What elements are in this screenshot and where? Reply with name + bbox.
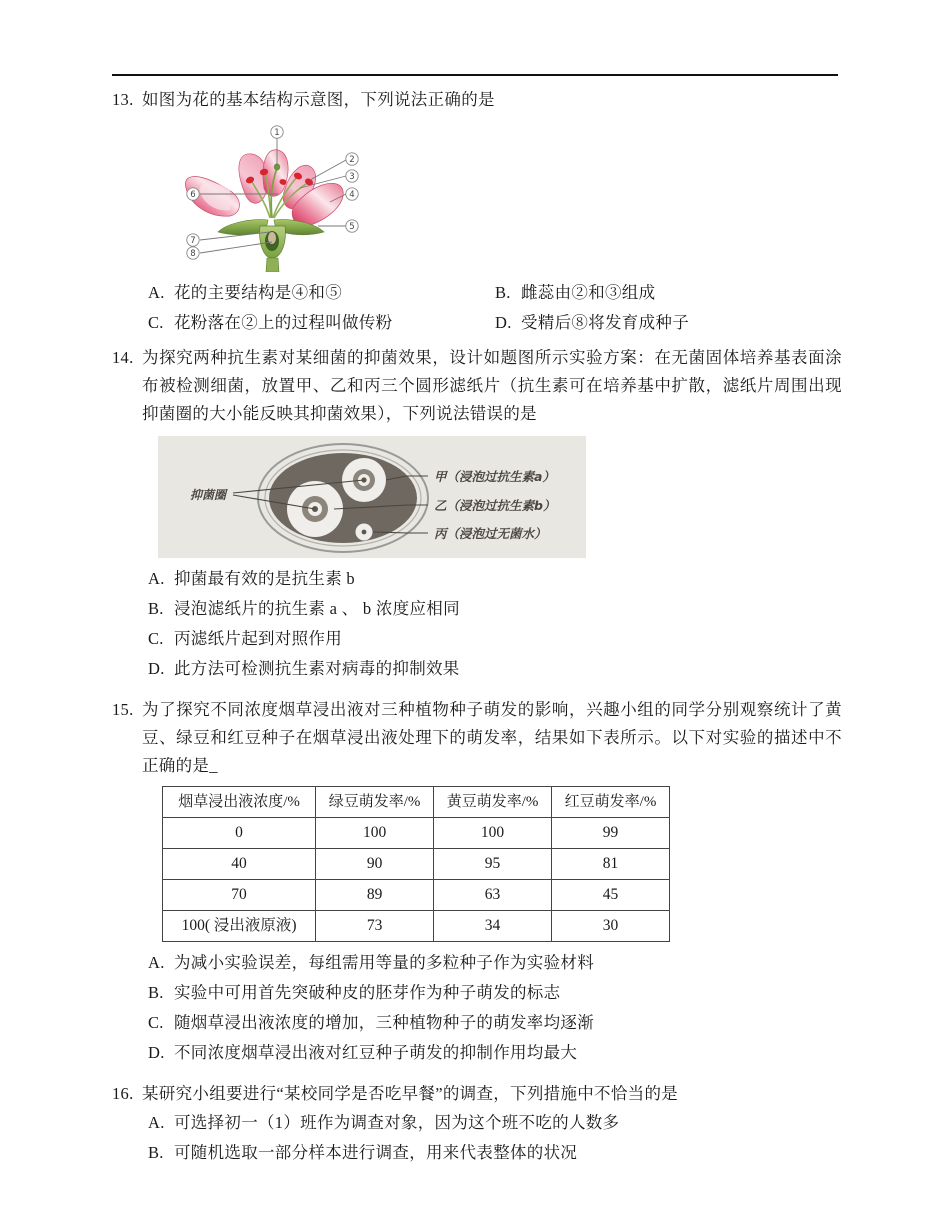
svg-text:6: 6 xyxy=(190,190,196,201)
svg-text:7: 7 xyxy=(190,236,196,247)
cell-mungbean: 89 xyxy=(316,880,434,911)
option-15-d[interactable] xyxy=(148,1038,842,1068)
question-15-option-b-row xyxy=(112,978,842,1008)
option-13-c-text: 花粉落在②上的过程叫做传粉 xyxy=(174,313,393,332)
option-13-c[interactable] xyxy=(148,308,495,338)
cell-redbean: 81 xyxy=(552,849,670,880)
option-14-b[interactable] xyxy=(148,594,842,624)
svg-text:2: 2 xyxy=(349,155,355,166)
cell-soybean: 34 xyxy=(434,911,552,942)
question-16 xyxy=(112,1080,842,1168)
table-row xyxy=(163,880,670,911)
question-13-stem xyxy=(112,86,842,114)
table-header-row xyxy=(163,787,670,818)
option-16-a-text: 可选择初一（1）班作为调查对象，因为这个班不吃的人数多 xyxy=(174,1113,620,1132)
option-13-d-text: 受精后⑧将发育成种子 xyxy=(521,313,689,332)
question-13-options-row-2 xyxy=(112,308,842,338)
flower-diagram-icon xyxy=(160,122,375,272)
option-14-c-letter: C. xyxy=(148,629,164,648)
option-14-a[interactable] xyxy=(148,564,842,594)
cell-concentration: 70 xyxy=(163,880,316,911)
petri-dish-icon xyxy=(158,436,586,558)
petri-dish-figure xyxy=(158,436,586,558)
spacer xyxy=(112,1068,842,1080)
question-14-option-a-row xyxy=(112,564,842,594)
header-rule xyxy=(112,74,838,76)
question-14-option-c-row xyxy=(112,624,842,654)
table-row xyxy=(163,911,670,942)
option-13-b-letter: B. xyxy=(495,283,511,302)
question-15-text: 为了探究不同浓度烟草浸出液对三种植物种子萌发的影响，兴趣小组的同学分别观察统计了黄豆、绿豆和红豆种子在烟草浸出液处理下的萌发率，结果如下表所示。以下对实验的描述中不正确的是_ xyxy=(142,700,842,775)
svg-text:4: 4 xyxy=(349,190,355,201)
germination-rate-table xyxy=(162,786,670,942)
cell-soybean: 63 xyxy=(434,880,552,911)
question-15-stem xyxy=(112,696,842,780)
question-15 xyxy=(112,696,842,1068)
option-15-a-letter: A. xyxy=(148,953,165,972)
svg-text:3: 3 xyxy=(349,172,355,183)
option-15-c[interactable] xyxy=(148,1008,842,1038)
option-13-d-letter: D. xyxy=(495,313,512,332)
option-14-d-letter: D. xyxy=(148,659,165,678)
cell-mungbean: 73 xyxy=(316,911,434,942)
option-16-b-text: 可随机选取一部分样本进行调查，用来代表整体的状况 xyxy=(174,1143,578,1162)
table-row xyxy=(163,818,670,849)
question-14-text: 为探究两种抗生素对某细菌的抑菌效果，设计如题图所示实验方案：在无菌固体培养基表面涂布被检测细菌，放置甲、乙和丙三个圆形滤纸片（抗生素可在培养基中扩散，滤纸片周围出现抑菌圈的大小能反映其抑菌效果），下列说法错误的是 xyxy=(142,348,842,423)
question-16-stem xyxy=(112,1080,842,1108)
svg-text:5: 5 xyxy=(349,222,355,233)
option-14-a-letter: A. xyxy=(148,569,165,588)
option-14-d-text: 此方法可检测抗生素对病毒的抑制效果 xyxy=(174,659,460,678)
column-header-mungbean: 绿豆萌发率/% xyxy=(316,787,434,818)
cell-mungbean: 100 xyxy=(316,818,434,849)
cell-concentration: 40 xyxy=(163,849,316,880)
question-14-number: 14. xyxy=(112,348,134,367)
option-14-b-letter: B. xyxy=(148,599,164,618)
option-15-b[interactable] xyxy=(148,978,842,1008)
question-13-number: 13. xyxy=(112,90,134,109)
question-13 xyxy=(112,86,842,338)
option-13-c-letter: C. xyxy=(148,313,164,332)
column-header-soybean: 黄豆萌发率/% xyxy=(434,787,552,818)
column-header-concentration: 烟草浸出液浓度/% xyxy=(163,787,316,818)
question-16-option-b-row xyxy=(112,1138,842,1168)
svg-text:丙（浸泡过无菌水）: 丙（浸泡过无菌水） xyxy=(434,526,547,541)
question-15-option-d-row xyxy=(112,1038,842,1068)
option-13-a[interactable] xyxy=(148,278,495,308)
cell-soybean: 95 xyxy=(434,849,552,880)
option-14-d[interactable] xyxy=(148,654,842,684)
option-15-d-letter: D. xyxy=(148,1043,165,1062)
option-13-a-letter: A. xyxy=(148,283,165,302)
option-15-b-text: 实验中可用首先突破种皮的胚芽作为种子萌发的标志 xyxy=(174,983,561,1002)
option-15-c-text: 随烟草浸出液浓度的增加，三种植物种子的萌发率均逐渐 xyxy=(174,1013,594,1032)
cell-redbean: 99 xyxy=(552,818,670,849)
option-14-c[interactable] xyxy=(148,624,842,654)
option-15-c-letter: C. xyxy=(148,1013,164,1032)
column-header-redbean: 红豆萌发率/% xyxy=(552,787,670,818)
question-16-option-a-row xyxy=(112,1108,842,1138)
option-13-b-text: 雌蕊由②和③组成 xyxy=(521,283,656,302)
option-15-a[interactable] xyxy=(148,948,842,978)
option-15-d-text: 不同浓度烟草浸出液对红豆种子萌发的抑制作用均最大 xyxy=(174,1043,578,1062)
option-14-a-text: 抑菌最有效的是抗生素 b xyxy=(174,569,355,588)
option-16-b-letter: B. xyxy=(148,1143,164,1162)
option-16-b[interactable] xyxy=(148,1138,842,1168)
svg-text:抑菌圈: 抑菌圈 xyxy=(189,488,226,502)
question-15-option-a-row xyxy=(112,948,842,978)
svg-text:8: 8 xyxy=(190,249,196,260)
question-14 xyxy=(112,344,842,684)
option-15-a-text: 为减小实验误差，每组需用等量的多粒种子作为实验材料 xyxy=(174,953,594,972)
question-14-option-b-row xyxy=(112,594,842,624)
question-13-text: 如图为花的基本结构示意图，下列说法正确的是 xyxy=(142,90,495,109)
question-15-option-c-row xyxy=(112,1008,842,1038)
question-15-number: 15. xyxy=(112,700,134,719)
table-row xyxy=(163,849,670,880)
svg-text:乙（浸泡过抗生素b）: 乙（浸泡过抗生素b） xyxy=(434,498,556,513)
flower-structure-figure xyxy=(160,122,375,272)
cell-mungbean: 90 xyxy=(316,849,434,880)
question-14-option-d-row xyxy=(112,654,842,684)
cell-concentration: 100( 浸出液原液) xyxy=(163,911,316,942)
question-14-stem xyxy=(112,344,842,428)
question-13-options-row-1 xyxy=(112,278,842,308)
cell-concentration: 0 xyxy=(163,818,316,849)
option-13-a-text: 花的主要结构是④和⑤ xyxy=(174,283,342,302)
question-16-number: 16. xyxy=(112,1084,134,1103)
page-content xyxy=(112,86,842,1168)
svg-text:1: 1 xyxy=(274,128,280,139)
question-16-text: 某研究小组要进行“某校同学是否吃早餐”的调查，下列措施中不恰当的是 xyxy=(142,1084,679,1103)
option-16-a-letter: A. xyxy=(148,1113,165,1132)
spacer xyxy=(112,684,842,696)
cell-redbean: 45 xyxy=(552,880,670,911)
cell-redbean: 30 xyxy=(552,911,670,942)
option-13-b[interactable] xyxy=(495,278,842,308)
option-16-a[interactable] xyxy=(148,1108,842,1138)
table-body xyxy=(163,818,670,942)
option-14-c-text: 丙滤纸片起到对照作用 xyxy=(174,629,342,648)
table-header xyxy=(163,787,670,818)
cell-soybean: 100 xyxy=(434,818,552,849)
option-15-b-letter: B. xyxy=(148,983,164,1002)
option-14-b-text: 浸泡滤纸片的抗生素 a 、 b 浓度应相同 xyxy=(174,599,460,618)
svg-text:甲（浸泡过抗生素a）: 甲（浸泡过抗生素a） xyxy=(434,469,555,484)
option-13-d[interactable] xyxy=(495,308,842,338)
